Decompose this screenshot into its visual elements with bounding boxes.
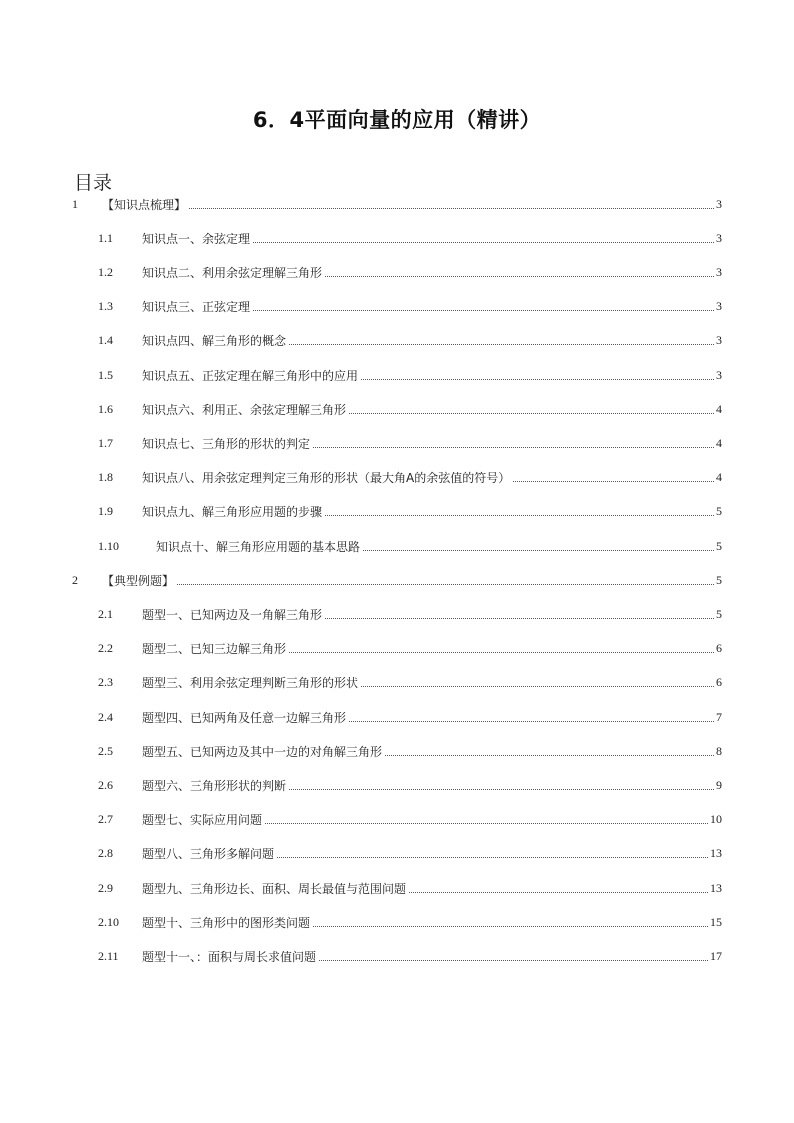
toc-entry-label: 知识点六、利用正、余弦定理解三角形 xyxy=(142,402,347,417)
toc-entry[interactable] xyxy=(98,878,722,898)
page-title: 6．4平面向量的应用（精讲） xyxy=(252,108,542,132)
toc-entry-page: 6 xyxy=(716,675,722,690)
toc-dot-leader xyxy=(325,276,714,277)
toc-entry-label: 题型八、三角形多解问题 xyxy=(142,847,275,862)
toc-entry-page: 3 xyxy=(716,264,722,279)
toc-dot-leader xyxy=(361,686,714,687)
toc-heading: 目录 xyxy=(74,172,113,194)
toc-entry-label: 题型九、三角形边长、面积、周长最值与范围问题 xyxy=(142,881,407,896)
toc-dot-leader xyxy=(289,789,714,790)
toc-entry-page: 13 xyxy=(710,846,722,861)
toc-entry-label: 知识点三、正弦定理 xyxy=(142,300,251,315)
toc-entry-label: 题型七、实际应用问题 xyxy=(142,813,263,828)
toc-entry-number: 2 xyxy=(72,572,78,587)
toc-dot-leader xyxy=(409,892,708,893)
toc-entry-page: 8 xyxy=(716,743,722,758)
toc-entry[interactable] xyxy=(72,570,722,590)
toc-entry[interactable] xyxy=(98,433,722,453)
toc-entry-number: 2.5 xyxy=(98,743,113,758)
toc-entry-number: 1 xyxy=(72,196,78,211)
toc-entry-number: 2.1 xyxy=(98,606,113,621)
toc-dot-leader xyxy=(385,755,714,756)
toc-entry-label: 【典型例题】 xyxy=(102,573,175,588)
toc-entry[interactable] xyxy=(98,604,722,624)
toc-dot-leader xyxy=(289,652,714,653)
toc-entry-label: 题型十一、：面积与周长求值问题 xyxy=(142,949,317,964)
toc-entry-page: 3 xyxy=(716,196,722,211)
toc-entry[interactable] xyxy=(98,673,722,693)
toc-entry-number: 2.4 xyxy=(98,709,113,724)
toc-dot-leader xyxy=(177,584,714,585)
toc-entry-page: 5 xyxy=(716,606,722,621)
toc-entry-page: 9 xyxy=(716,777,722,792)
toc-entry-page: 4 xyxy=(716,435,722,450)
toc-entry[interactable] xyxy=(98,331,722,351)
toc-dot-leader xyxy=(349,721,714,722)
toc-dot-leader xyxy=(361,379,714,380)
toc-dot-leader xyxy=(265,823,708,824)
toc-entry-label: 知识点五、正弦定理在解三角形中的应用 xyxy=(142,368,359,383)
toc-entry-label: 知识点八、用余弦定理判定三角形的形状（最大角A的余弦值的符号） xyxy=(142,471,511,486)
toc-entry-page: 10 xyxy=(710,812,722,827)
toc-entry-label: 知识点十、解三角形应用题的基本思路 xyxy=(156,539,361,554)
toc-entry[interactable] xyxy=(98,946,722,966)
toc-entry-page: 4 xyxy=(716,401,722,416)
toc-dot-leader xyxy=(349,413,714,414)
toc-entry-number: 1.9 xyxy=(98,504,113,519)
toc-entry-label: 知识点四、解三角形的概念 xyxy=(142,334,287,349)
toc-dot-leader xyxy=(277,857,708,858)
toc-entry[interactable] xyxy=(98,741,722,761)
toc-entry-number: 2.7 xyxy=(98,812,113,827)
toc-entry-page: 15 xyxy=(710,914,722,929)
toc-entry-page: 3 xyxy=(716,230,722,245)
toc-entry-label: 题型五、已知两边及其中一边的对角解三角形 xyxy=(142,744,383,759)
toc-entry-page: 3 xyxy=(716,333,722,348)
toc-entry-number: 2.6 xyxy=(98,777,113,792)
toc-dot-leader xyxy=(325,618,714,619)
toc-entry-page: 5 xyxy=(716,572,722,587)
toc-entry[interactable] xyxy=(98,365,722,385)
toc-entry-number: 1.8 xyxy=(98,470,113,485)
toc-entry-page: 5 xyxy=(716,538,722,553)
toc-entry-label: 题型三、利用余弦定理判断三角形的形状 xyxy=(142,676,359,691)
toc-entry[interactable] xyxy=(72,194,722,214)
toc-entry[interactable] xyxy=(98,844,722,864)
toc-entry-page: 5 xyxy=(716,504,722,519)
toc-entry[interactable] xyxy=(98,468,722,488)
toc-entry-label: 知识点一、余弦定理 xyxy=(142,231,251,246)
toc-entry-label: 知识点二、利用余弦定理解三角形 xyxy=(142,265,323,280)
toc-entry-label: 题型四、已知两角及任意一边解三角形 xyxy=(142,710,347,725)
toc-entry-label: 题型一、已知两边及一角解三角形 xyxy=(142,607,323,622)
toc-entry-number: 2.11 xyxy=(98,948,119,963)
toc-dot-leader xyxy=(513,481,714,482)
toc-entry[interactable] xyxy=(98,912,722,932)
toc-entry[interactable] xyxy=(98,639,722,659)
toc-entry-number: 1.10 xyxy=(98,538,119,553)
toc-entry[interactable] xyxy=(98,775,722,795)
toc-entry-number: 2.3 xyxy=(98,675,113,690)
toc-entry-number: 1.7 xyxy=(98,435,113,450)
toc-dot-leader xyxy=(313,926,708,927)
toc-dot-leader xyxy=(289,344,714,345)
toc-entry-number: 2.8 xyxy=(98,846,113,861)
toc-dot-leader xyxy=(363,550,714,551)
toc-entry-number: 1.5 xyxy=(98,367,113,382)
toc-entry-label: 题型二、已知三边解三角形 xyxy=(142,642,287,657)
toc-entry-page: 17 xyxy=(710,948,722,963)
toc-entry-number: 1.6 xyxy=(98,401,113,416)
toc-entry-number: 1.2 xyxy=(98,264,113,279)
toc-entry[interactable] xyxy=(98,502,722,522)
toc-dot-leader xyxy=(253,310,714,311)
toc-entry[interactable] xyxy=(98,228,722,248)
toc-entry[interactable] xyxy=(98,810,722,830)
toc-entry-page: 3 xyxy=(716,367,722,382)
toc-entry[interactable] xyxy=(98,297,722,317)
toc-entry-number: 2.9 xyxy=(98,880,113,895)
toc-entry-label: 题型六、三角形形状的判断 xyxy=(142,778,287,793)
toc-entry-label: 知识点九、解三角形应用题的步骤 xyxy=(142,505,323,520)
toc-entry-page: 4 xyxy=(716,470,722,485)
toc-entry-label: 【知识点梳理】 xyxy=(102,197,187,212)
toc-entry-number: 2.10 xyxy=(98,914,119,929)
toc-entry[interactable] xyxy=(98,399,722,419)
toc-dot-leader xyxy=(325,515,714,516)
toc-entry-number: 1.3 xyxy=(98,299,113,314)
toc-entry-number: 1.1 xyxy=(98,230,113,245)
toc-entry[interactable] xyxy=(98,536,722,556)
toc-entry-page: 3 xyxy=(716,299,722,314)
toc-dot-leader xyxy=(189,208,714,209)
toc-entry-label: 题型十、三角形中的图形类问题 xyxy=(142,915,311,930)
toc-entry-label: 知识点七、三角形的形状的判定 xyxy=(142,436,311,451)
toc-dot-leader xyxy=(313,447,714,448)
toc-entry-page: 7 xyxy=(716,709,722,724)
toc-entry[interactable] xyxy=(98,262,722,282)
toc-entry-number: 1.4 xyxy=(98,333,113,348)
toc-entry-page: 6 xyxy=(716,641,722,656)
toc-entry-page: 13 xyxy=(710,880,722,895)
toc-entry-number: 2.2 xyxy=(98,641,113,656)
toc-entry[interactable] xyxy=(98,707,722,727)
toc-dot-leader xyxy=(319,960,708,961)
toc-dot-leader xyxy=(253,242,714,243)
